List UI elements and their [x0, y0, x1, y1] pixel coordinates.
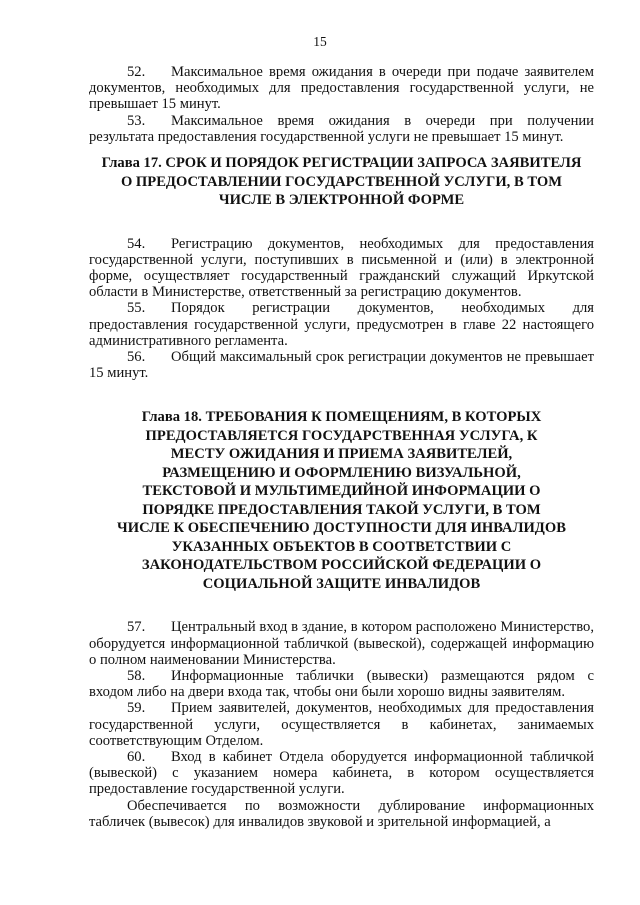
paragraph-59 [89, 700, 594, 749]
paragraph-58 [89, 668, 594, 700]
paragraph-number: 57. [127, 619, 146, 636]
chapter-17-heading: Глава 17. СРОК И ПОРЯДОК РЕГИСТРАЦИИ ЗАПРОСА ЗАЯВИТЕЛЯ О ПРЕДОСТАВЛЕНИИ ГОСУДАРСТВЕННОЙ УСЛУГИ, В ТОМ ЧИСЛЕ В ЭЛЕКТРОННОЙ ФОРМЕ [101, 155, 582, 209]
paragraph-text: Максимальное время ожидания в очереди при подаче заявителем документов, необходимых для предоставления государственной услуги, не превышает 15 минут. [89, 64, 594, 113]
paragraph-number: 55. [127, 300, 146, 317]
paragraph-continuation [89, 798, 594, 830]
paragraph-text: Общий максимальный срок регистрации документов не превышает 15 минут. [89, 348, 594, 382]
paragraph-number: 54. [127, 235, 146, 252]
paragraph-number: 60. [127, 748, 146, 765]
paragraph-text: Центральный вход в здание, в котором расположено Министерство, оборудуется информационной табличкой (вывеской), содержащей информацию о полном наименовании Министерства. [89, 619, 594, 668]
paragraph-text: Обеспечивается по возможности дублирование информационных табличек (вывесок) для инвалидов звуковой и зрительной информацией, а [89, 797, 594, 830]
paragraph-text: Прием заявителей, документов, необходимых для предоставления государственной услуги, осуществляется в кабинетах, занимаемых соответствующим Отделом. [89, 700, 594, 749]
paragraph-60 [89, 749, 594, 798]
chapter-18-heading: Глава 18. ТРЕБОВАНИЯ К ПОМЕЩЕНИЯМ, В КОТОРЫХ ПРЕДОСТАВЛЯЕТСЯ ГОСУДАРСТВЕННАЯ УСЛУГА, К МЕСТУ ОЖИДАНИЯ И ПРИЕМА ЗАЯВИТЕЛЕЙ, РАЗМЕЩЕНИЮ И ОФОРМЛЕНИЮ ВИЗУАЛЬНОЙ, ТЕКСТОВОЙ И МУЛЬТИМЕДИЙНОЙ ИНФОРМАЦИИ О ПОРЯДКЕ ПРЕДОСТАВЛЕНИЯ ТАКОЙ УСЛУГИ, В ТОМ ЧИСЛЕ К ОБЕСПЕЧЕНИЮ ДОСТУПНОСТИ ДЛЯ ИНВАЛИДОВ УКАЗАННЫХ ОБЪЕКТОВ В СООТВЕТСТВИИ С ЗАКОНОДАТЕЛЬСТВОМ РОССИЙСКОЙ ФЕДЕРАЦИИ О СОЦИАЛЬНОЙ ЗАЩИТЕ ИНВАЛИДОВ [117, 409, 566, 592]
paragraph-number: 58. [127, 667, 146, 684]
paragraph-text: Информационные таблички (вывески) размещаются рядом с входом либо на двери входа так, чтобы они были хорошо видны заявителям. [89, 667, 594, 701]
paragraph-57 [89, 619, 594, 668]
paragraph-number: 59. [127, 700, 146, 717]
paragraph-number: 52. [127, 64, 146, 80]
paragraph-number: 53. [127, 112, 146, 129]
paragraph-text: Порядок регистрации документов, необходимых для предоставления государственной услуги, предусмотрен в главе 22 настоящего административного регламента. [89, 300, 594, 349]
page-number: 15 [313, 34, 327, 49]
paragraph-number: 56. [127, 348, 146, 365]
paragraph-56 [89, 349, 594, 381]
paragraph-55 [89, 300, 594, 349]
paragraph-text: Регистрацию документов, необходимых для предоставления государственной услуги, поступивших в письменной и (или) в электронной форме, осуществляет государственный гражданский служащий Иркутской области в Министерстве, ответственный за регистрацию документов. [89, 235, 594, 301]
document-body [89, 64, 594, 830]
paragraph-text: Вход в кабинет Отдела оборудуется информационной табличкой (вывеской) с указанием номера кабинета, в котором осуществляется предоставление государственной услуги. [89, 748, 594, 798]
paragraph-54 [89, 236, 594, 301]
paragraph-53 [89, 113, 594, 145]
paragraph-text: Максимальное время ожидания в очереди при получении результата предоставления государственной услуги не превышает 15 минут. [89, 112, 594, 145]
paragraph-52 [89, 64, 594, 113]
